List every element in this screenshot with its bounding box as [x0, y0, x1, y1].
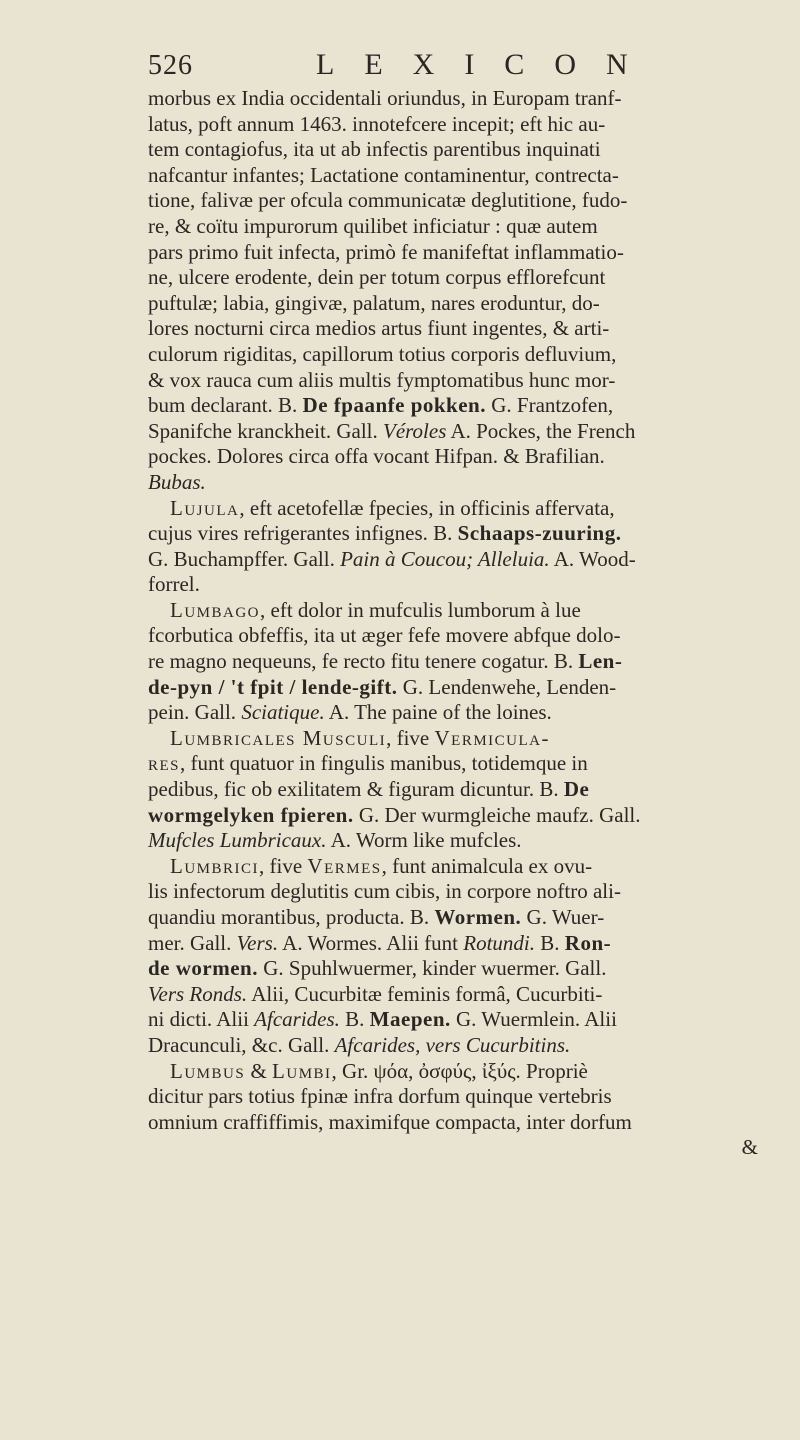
- text-run: G. Der wurmgleiche maufz. Gall.: [353, 802, 641, 827]
- lexicon-text-body: [148, 86, 788, 1161]
- text-line: [148, 342, 788, 368]
- text-run: , funt animalcula ex ovu-: [381, 853, 593, 878]
- text-run: morbus ex India occidentali oriundus, in Europam tranf-: [148, 86, 622, 110]
- text-run: re, & coïtu impurorum quilibet inficiatur : quæ autem: [148, 213, 598, 238]
- text-run: G. Buchampffer. Gall.: [148, 546, 341, 571]
- text-line: [148, 675, 788, 701]
- text-run: puftulæ; labia, gingivæ, palatum, nares eroduntur, do-: [148, 290, 600, 315]
- text-run: G. Wuermlein. Alii: [450, 1007, 617, 1032]
- text-run: , funt quatuor in fingulis manibus, totidemque in: [180, 751, 588, 776]
- italic-run: Véroles: [383, 418, 447, 443]
- text-line: [148, 240, 788, 266]
- text-run: dicitur pars totius fpinæ infra dorfum quinque vertebris: [148, 1084, 612, 1109]
- text-run: Alii, Cucurbitæ feminis formâ, Cucurbiti-: [247, 981, 603, 1006]
- text-run: pein. Gall.: [148, 700, 242, 725]
- text-run: &: [245, 1058, 273, 1083]
- headword-run: Lumbi: [272, 1058, 332, 1083]
- text-run: Spanifche kranckheit. Gall.: [148, 418, 383, 443]
- text-run: A. Pockes, the French: [446, 418, 636, 443]
- catchword: [148, 1135, 788, 1161]
- text-line: [148, 470, 788, 496]
- text-line: [148, 265, 788, 291]
- text-line: [148, 1110, 788, 1136]
- text-run: forrel.: [148, 572, 200, 597]
- italic-run: Afcarides, vers Cucurbitins.: [334, 1032, 571, 1057]
- blackletter-run: de wormen.: [148, 956, 258, 981]
- text-line: [148, 1059, 788, 1085]
- text-line: [148, 879, 788, 905]
- text-run: A. The paine of the loines.: [324, 700, 552, 725]
- text-line: [148, 316, 788, 342]
- text-run: pockes. Dolores circa offa vocant Hifpan. & Brafilian.: [148, 444, 605, 469]
- text-line: [148, 726, 788, 752]
- headword-run: Lumbago: [170, 597, 260, 622]
- headword-run: Vermes: [307, 853, 382, 878]
- headword-run: Lumbus: [170, 1058, 246, 1083]
- text-run: G. Frantzofen,: [486, 393, 614, 418]
- italic-run: Pain à Coucou; Alleluia.: [340, 546, 550, 571]
- text-line: [148, 854, 788, 880]
- text-line: [148, 521, 788, 547]
- headword-run: Lujula: [170, 495, 240, 520]
- text-run: &: [741, 1135, 758, 1160]
- text-line: [148, 496, 788, 522]
- headword-run: Lumbricales Musculi: [170, 725, 387, 750]
- blackletter-run: Ron-: [564, 930, 612, 955]
- text-run: culorum rigiditas, capillorum totius corporis defluvium,: [148, 341, 617, 366]
- text-line: [148, 982, 788, 1008]
- text-line: [148, 1007, 788, 1033]
- text-run: re magno nequeuns, fe recto fitu tenere cogatur. B.: [148, 649, 579, 674]
- italic-run: Rotundi.: [463, 930, 536, 955]
- text-run: Dracunculi, &c. Gall.: [148, 1032, 335, 1057]
- blackletter-run: De fpaanfe pokken.: [302, 393, 486, 418]
- text-line: [148, 1084, 788, 1110]
- text-run: B.: [339, 1007, 370, 1032]
- text-run: fcorbutica obfeffis, ita ut æger fefe movere abfque dolo-: [148, 623, 621, 648]
- blackletter-run: Len-: [578, 649, 623, 674]
- text-line: [148, 572, 788, 598]
- text-line: [148, 905, 788, 931]
- text-run: , eft acetofellæ fpecies, in officinis affervata,: [239, 495, 615, 520]
- text-run: omnium craffiffimis, maximifque compacta, inter dorfum: [148, 1109, 632, 1134]
- text-line: [148, 931, 788, 957]
- text-run: A. Worm like mufcles.: [326, 828, 522, 853]
- text-run: , five: [259, 853, 308, 878]
- text-line: [148, 777, 788, 803]
- text-run: pars primo fuit infecta, primò fe manifeftat inflammatio-: [148, 239, 624, 264]
- text-run: pedibus, fic ob exilitatem & figuram dicuntur. B.: [148, 777, 564, 802]
- text-line: [148, 649, 788, 675]
- text-line: [148, 112, 788, 138]
- headword-run: Lumbrici: [170, 853, 260, 878]
- text-line: [148, 419, 788, 445]
- blackletter-run: De: [563, 777, 590, 802]
- text-run: G. Wuer-: [521, 905, 605, 929]
- text-line: [148, 828, 788, 854]
- text-run: , Gr. ψόα, ὀσφύς, ἰξύς. Propriè: [331, 1058, 588, 1083]
- text-line: [148, 137, 788, 163]
- text-line: [148, 368, 788, 394]
- page-header: [148, 46, 688, 86]
- text-line: [148, 163, 788, 189]
- italic-run: Afcarides.: [254, 1007, 340, 1032]
- headword-run: Vermicula-: [434, 725, 551, 750]
- text-run: , eft dolor in mufculis lumborum à lue: [260, 597, 581, 622]
- blackletter-run: de-pyn / 't fpit / lende-gift.: [148, 674, 398, 699]
- text-run: mer. Gall.: [148, 930, 237, 955]
- page-number: 526: [148, 50, 193, 81]
- text-run: tione, falivæ per ofcula communicatæ deglutitione, fudo-: [148, 188, 628, 213]
- text-run: lores nocturni circa medios artus fiunt ingentes, & arti-: [148, 316, 610, 341]
- italic-run: Bubas.: [148, 469, 206, 494]
- text-line: [148, 956, 788, 982]
- blackletter-run: Schaaps-zuuring.: [457, 521, 622, 546]
- text-line: [148, 751, 788, 777]
- text-run: A. Wood-: [549, 546, 636, 571]
- blackletter-run: Wormen.: [434, 905, 522, 929]
- text-run: G. Spuhlwuermer, kinder wuermer. Gall.: [257, 956, 607, 981]
- text-line: [148, 598, 788, 624]
- blackletter-run: Maepen.: [369, 1007, 451, 1032]
- text-run: quandiu morantibus, producta. B.: [148, 905, 435, 929]
- text-line: [148, 291, 788, 317]
- text-run: & vox rauca cum aliis multis fymptomatibus hunc mor-: [148, 367, 616, 392]
- text-run: latus, poft annum 1463. innotefcere incepit; eft hic au-: [148, 111, 606, 136]
- text-run: tem contagiofus, ita ut ab infectis parentibus inquinati: [148, 137, 601, 162]
- headword-run: res: [148, 751, 181, 776]
- text-run: lis infectorum deglutitis cum cibis, in corpore noftro ali-: [148, 879, 621, 904]
- text-line: [148, 700, 788, 726]
- text-line: [148, 623, 788, 649]
- italic-run: Sciatique.: [241, 700, 325, 725]
- text-run: ni dicti. Alii: [148, 1007, 255, 1032]
- text-run: B.: [535, 930, 565, 955]
- text-run: ne, ulcere erodente, dein per totum corpus efflorefcunt: [148, 265, 606, 290]
- blackletter-run: wormgelyken fpieren.: [148, 802, 354, 827]
- text-run: nafcantur infantes; Lactatione contaminentur, contrecta-: [148, 162, 619, 187]
- text-line: [148, 188, 788, 214]
- italic-run: Vers.: [236, 930, 279, 955]
- text-run: , five: [386, 725, 435, 750]
- text-run: cujus vires refrigerantes infignes. B.: [148, 521, 458, 546]
- text-line: [148, 1033, 788, 1059]
- text-line: [148, 547, 788, 573]
- text-run: G. Lendenwehe, Lenden-: [397, 674, 617, 699]
- text-line: [148, 393, 788, 419]
- italic-run: Vers Ronds.: [148, 981, 248, 1006]
- text-line: [148, 214, 788, 240]
- text-line: [148, 86, 788, 112]
- text-run: bum declarant. B.: [148, 393, 303, 418]
- italic-run: Mufcles Lumbricaux.: [148, 828, 327, 853]
- running-title: LEXICON: [316, 48, 658, 81]
- text-run: A. Wormes. Alii funt: [278, 930, 464, 955]
- text-line: [148, 444, 788, 470]
- text-line: [148, 803, 788, 829]
